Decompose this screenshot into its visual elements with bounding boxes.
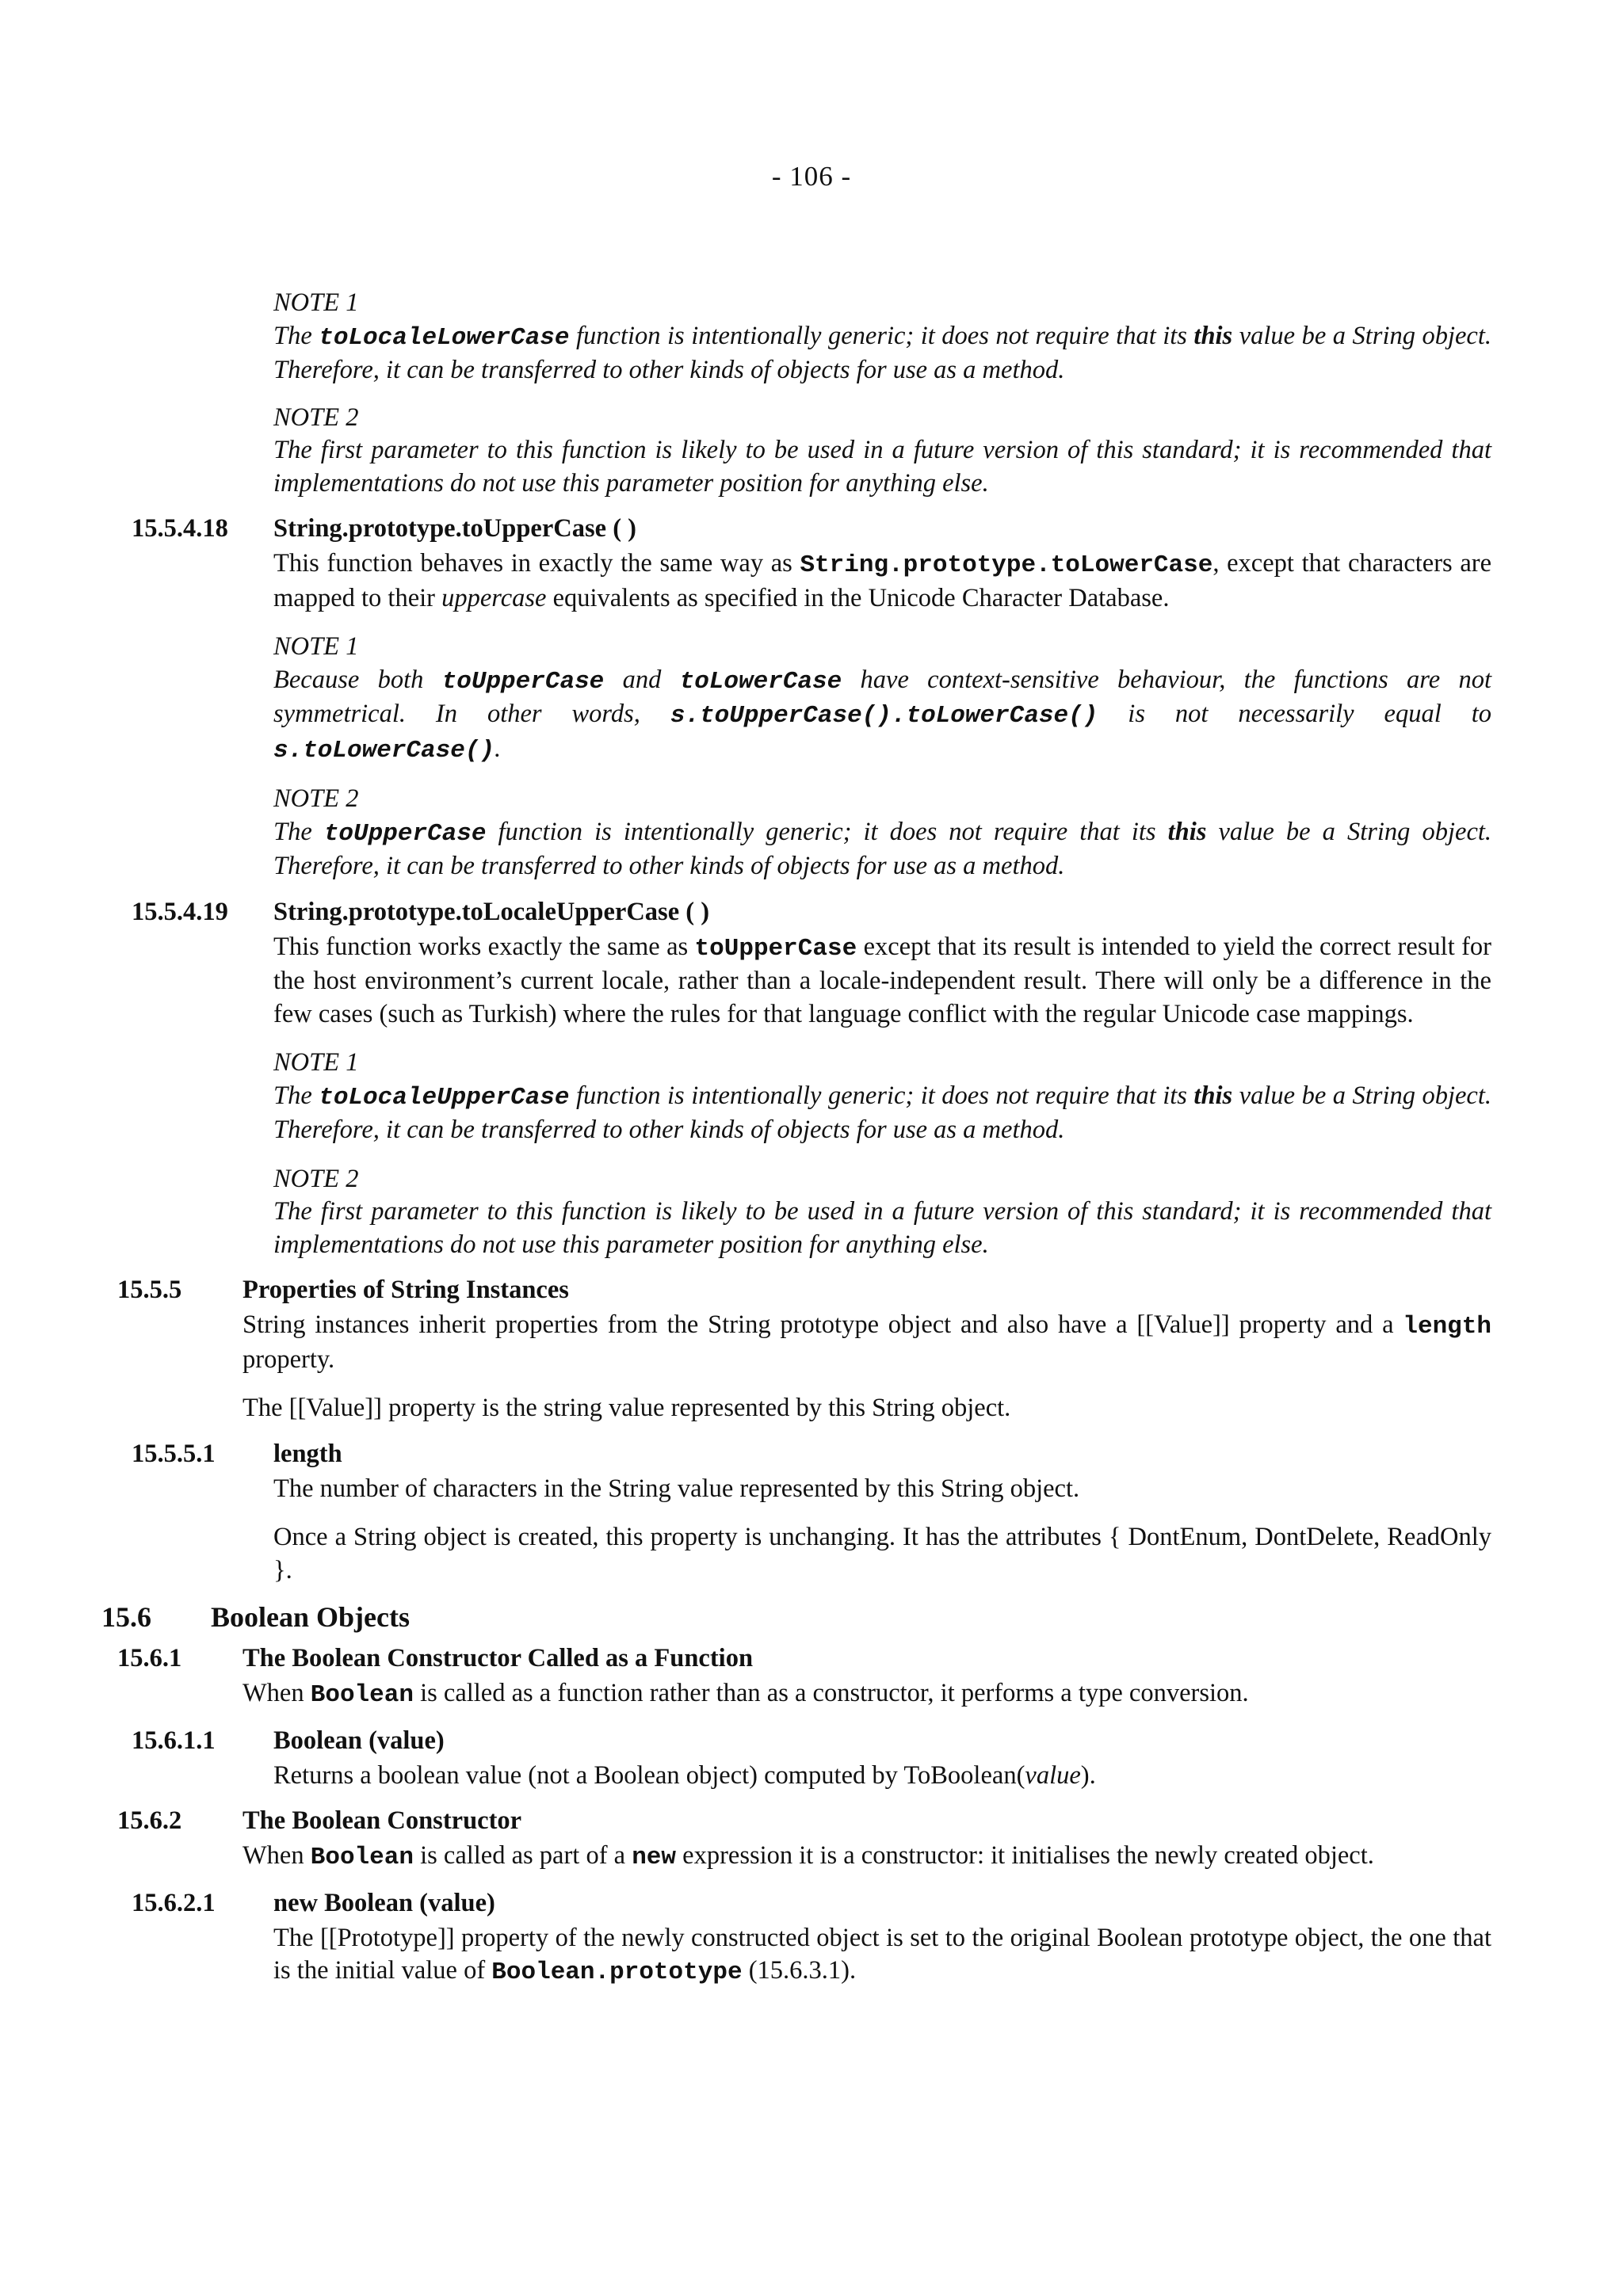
code-term: length: [1403, 1313, 1491, 1341]
section-heading: [0, 896, 1623, 931]
section-title: String.prototype.toLocaleUpperCase ( ): [273, 897, 710, 926]
section-heading: [0, 1438, 1623, 1473]
section-title: length: [273, 1439, 342, 1468]
section-heading: [0, 1601, 1623, 1639]
section-heading: [0, 1642, 1623, 1677]
paragraph: When Boolean is called as a function rather than as a constructor, it performs a type conversion.: [242, 1679, 1249, 1709]
code-term: String.prototype.toLowerCase: [800, 551, 1213, 579]
paragraph: The [[Value]] property is the string value represented by this String object.: [242, 1394, 1011, 1422]
note-text: The first parameter to this function is likely to be used in a future version of this standard; it is recommended that implementations do not use this parameter position for anything else.: [273, 436, 1491, 498]
section-number: 15.5.4.19: [132, 897, 228, 926]
section-title: Boolean Objects: [211, 1601, 410, 1633]
note-label: NOTE 2: [273, 1164, 359, 1193]
section-title: Properties of String Instances: [242, 1276, 569, 1304]
note-label: NOTE 1: [273, 632, 359, 661]
section-number: 15.6.1: [117, 1644, 182, 1672]
note-label: NOTE 2: [273, 784, 359, 813]
page-number: - 106 -: [771, 161, 852, 192]
section-number: 15.6.2: [117, 1806, 182, 1835]
section-heading: [0, 513, 1623, 547]
note-text: The: [273, 321, 319, 350]
code-term: s.toLowerCase(): [273, 736, 495, 765]
paragraph: When Boolean is called as part of a new expression it is a constructor: it initialises the newly created object.: [242, 1841, 1374, 1871]
code-term: toLocaleLowerCase: [319, 323, 570, 352]
paragraph: String instances inherit properties from the String prototype object and also have a [[Value]] property and a length property.: [242, 1310, 1491, 1374]
note-1: NOTE 1 Because both toUpperCase and toLowerCase have context-sensitive behaviour, the functions are not symmetrical. In other words, s.toUpperCase().toLowerCase() is not necessarily equal to s.toLowerCase().: [273, 632, 1491, 765]
code-term: toLocaleUpperCase: [319, 1083, 570, 1112]
note-text: function is intentionally generic; it does not require that its: [569, 321, 1194, 350]
document-body: [0, 287, 1623, 1989]
section-title: The Boolean Constructor Called as a Function: [242, 1644, 754, 1672]
note-label: NOTE 2: [273, 402, 359, 432]
note-label: NOTE 1: [273, 288, 359, 317]
code-term: toLowerCase: [679, 667, 842, 696]
section-heading: [0, 1725, 1623, 1760]
section-heading: [0, 1274, 1623, 1309]
section-number: 15.6.1.1: [132, 1726, 216, 1755]
code-term: new: [632, 1844, 677, 1871]
section-title: new Boolean (value): [273, 1888, 495, 1917]
note-text: value be a String object. Therefore, it can be transferred to other kinds of objects for use as a method.: [273, 321, 1492, 384]
section-heading: [0, 1805, 1623, 1840]
keyword: this: [1167, 817, 1207, 846]
note-1: [273, 287, 1491, 387]
code-term: toUpperCase: [694, 934, 857, 963]
note-2: NOTE 2 The toUpperCase function is intentionally generic; it does not require that its this value be a String object. Therefore, it can be transferred to other kinds of objects for use as a method.: [273, 784, 1492, 880]
section-number: 15.5.5.1: [132, 1439, 216, 1468]
paragraph: The [[Prototype]] property of the newly constructed object is set to the original Boolean prototype object, the one that is the initial value of Boolean.prototype (15.6.3.1).: [273, 1923, 1491, 1986]
section-number: 15.5.4.18: [132, 514, 228, 543]
code-term: Boolean.prototype: [491, 1958, 743, 1986]
section-number: 15.5.5: [117, 1276, 182, 1304]
note-2: NOTE 2 The first parameter to this function is likely to be used in a future version of this standard; it is recommended that implementations do not use this parameter position for anything else.: [273, 1164, 1491, 1259]
code-term: toUpperCase: [441, 667, 605, 696]
note-1: NOTE 1 The toLocaleUpperCase function is intentionally generic; it does not require that its this value be a String object. Therefore, it can be transferred to other kinds of objects for use as a method.: [273, 1048, 1492, 1144]
paragraph: Once a String object is created, this property is unchanging. It has the attributes { DontEnum, DontDelete, ReadOnly }.: [273, 1523, 1491, 1585]
section-title: The Boolean Constructor: [242, 1806, 522, 1835]
section-title: String.prototype.toUpperCase ( ): [273, 514, 636, 543]
section-number: 15.6: [101, 1601, 151, 1633]
note-2: [273, 402, 1491, 501]
keyword: this: [1193, 1081, 1233, 1110]
section-heading: [0, 1887, 1623, 1922]
code-term: s.toUpperCase().toLowerCase(): [670, 702, 1098, 730]
section-number: 15.6.2.1: [132, 1888, 216, 1917]
paragraph: Returns a boolean value (not a Boolean object) computed by ToBoolean(value).: [273, 1760, 1096, 1790]
paragraph: This function behaves in exactly the same way as String.prototype.toLowerCase, except that characters are mapped to their uppercase equivalents as specified in the Unicode Character Database.: [273, 549, 1491, 612]
paragraph: The number of characters in the String value represented by this String object.: [273, 1474, 1080, 1503]
section-title: Boolean (value): [273, 1726, 445, 1755]
keyword: this: [1193, 321, 1233, 350]
note-label: NOTE 1: [273, 1048, 359, 1077]
paragraph: This function works exactly the same as toUpperCase except that its result is intended to yield the correct result for the host environment’s current locale, rather than a locale-independent result. There will only be a difference in the few cases (such as Turkish) where the rules for that language conflict with the regular Unicode case mappings.: [273, 932, 1491, 1028]
code-term: Boolean: [310, 1844, 414, 1871]
code-term: toUpperCase: [323, 819, 487, 848]
code-term: Boolean: [310, 1681, 414, 1709]
